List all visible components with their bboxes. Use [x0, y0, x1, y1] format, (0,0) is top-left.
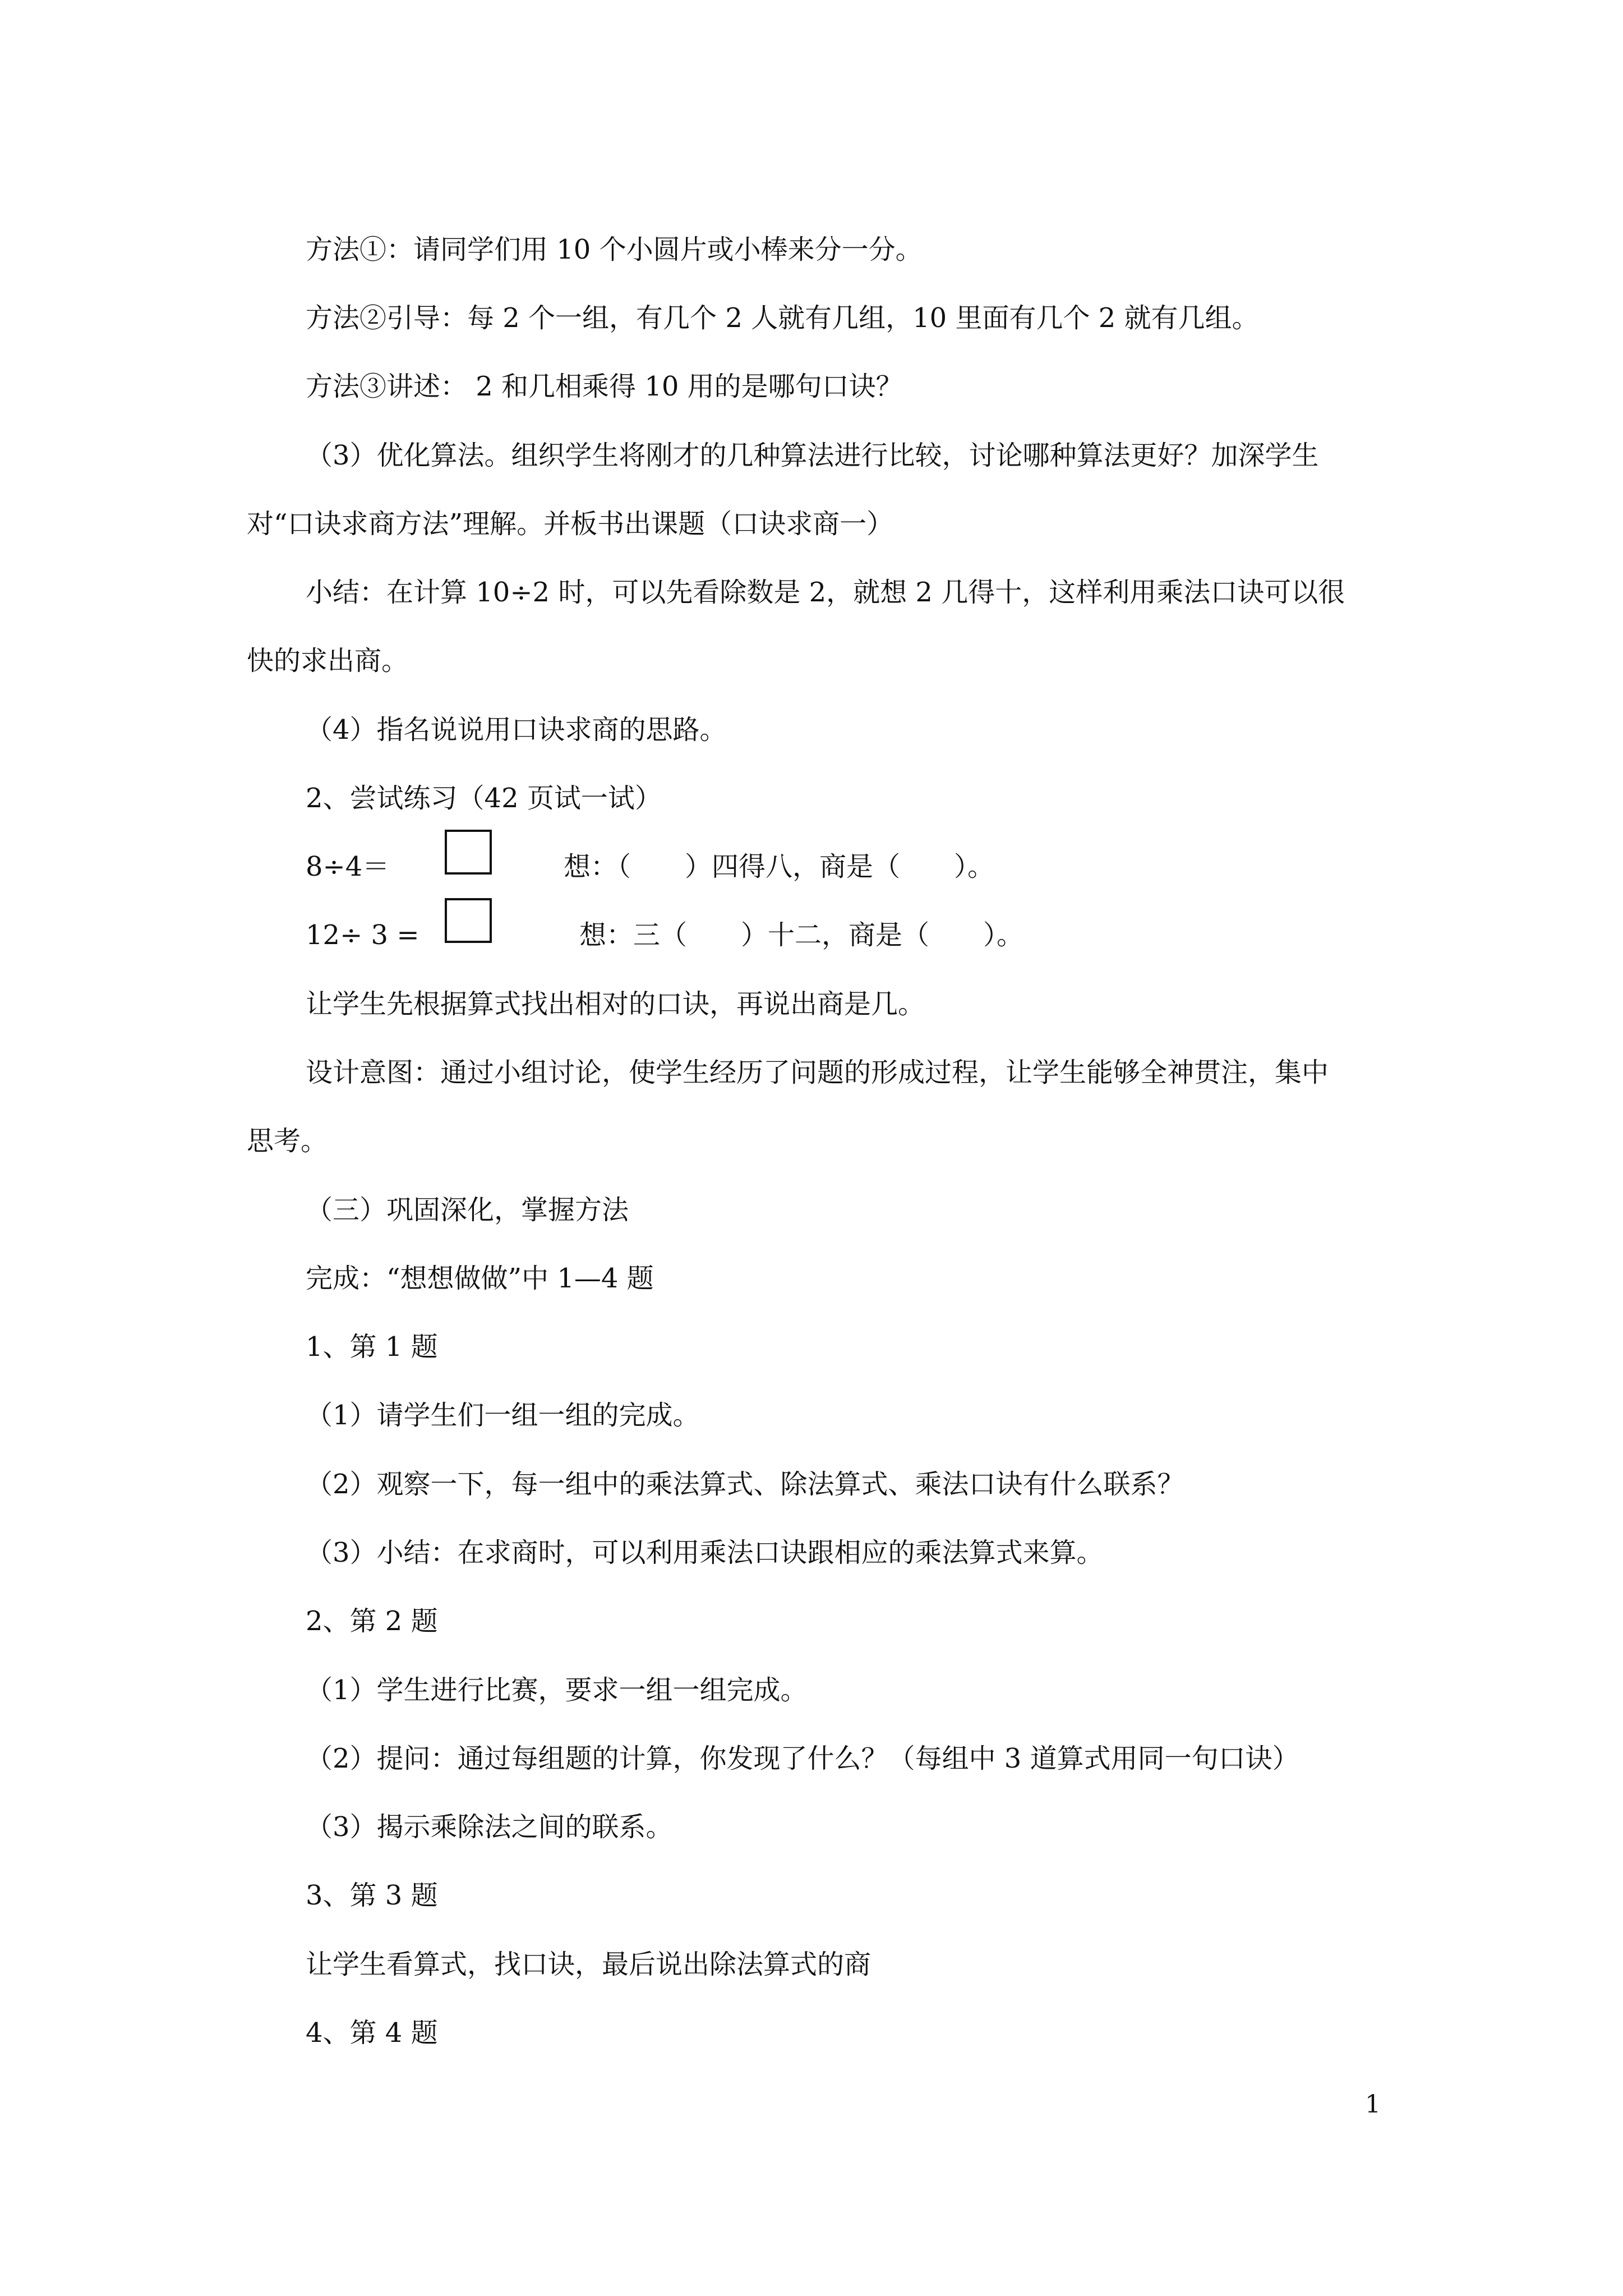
design-intent-line: 设计意图：通过小组讨论，使学生经历了问题的形成过程，让学生能够全神贯注，集中 — [306, 1057, 1329, 1088]
question-2-step-2: （2）提问：通过每组题的计算，你发现了什么？（每组中 3 道算式用同一句口诀） — [306, 1743, 1299, 1774]
exercise-expression: 8÷4＝ — [306, 851, 390, 882]
instruction-line: 让学生先根据算式找出相对的口诀，再说出商是几。 — [306, 988, 925, 1020]
question-1-step-3: （3）小结：在求商时，可以利用乘法口诀跟相应的乘法算式来算。 — [306, 1537, 1104, 1568]
question-4-heading: 4、第 4 题 — [306, 2017, 438, 2049]
exercise-hint: 想：三（ ）十二，商是（ ）。 — [579, 919, 1024, 951]
question-2-step-3: （3）揭示乘除法之间的联系。 — [306, 1811, 673, 1843]
question-1-step-1: （1）请学生们一组一组的完成。 — [306, 1400, 700, 1431]
section-heading: （三）巩固深化，掌握方法 — [306, 1194, 629, 1226]
method-3-line: 方法③讲述： 2 和几相乘得 10 用的是哪句口诀？ — [306, 371, 903, 402]
method-1-line: 方法①：请同学们用 10 个小圆片或小棒来分一分。 — [306, 234, 923, 265]
question-3-heading: 3、第 3 题 — [306, 1880, 438, 1911]
question-2-step-1: （1）学生进行比赛，要求一组一组完成。 — [306, 1674, 808, 1706]
step-4-line: （4）指名说说用口诀求商的思路。 — [306, 714, 727, 746]
answer-box — [445, 830, 492, 875]
question-3-step: 让学生看算式，找口诀，最后说出除法算式的商 — [306, 1949, 872, 1980]
exercise-hint: 想：（ ）四得八，商是（ ）。 — [564, 851, 995, 882]
method-2-line: 方法②引导：每 2 个一组，有几个 2 人就有几组，10 里面有几个 2 就有几组。 — [306, 302, 1259, 334]
summary-line-cont: 快的求出商。 — [247, 645, 409, 677]
question-1-heading: 1、第 1 题 — [306, 1331, 438, 1363]
answer-box — [445, 898, 492, 943]
completion-line: 完成：“想想做做”中 1—4 题 — [306, 1263, 654, 1294]
summary-line: 小结：在计算 10÷2 时，可以先看除数是 2，就想 2 几得十，这样利用乘法口诀可以很 — [306, 577, 1345, 608]
page-number: 1 — [1365, 2090, 1381, 2119]
design-intent-line-cont: 思考。 — [247, 1125, 328, 1157]
optimize-algorithm-line: （3）优化算法。组织学生将刚才的几种算法进行比较，讨论哪种算法更好？加深学生 — [306, 440, 1319, 471]
optimize-algorithm-line-cont: 对“口诀求商方法”理解。并板书出课题（口诀求商一） — [247, 508, 894, 540]
question-2-heading: 2、第 2 题 — [306, 1605, 438, 1637]
try-practice-heading: 2、尝试练习（42 页试一试） — [306, 783, 662, 814]
question-1-step-2: （2）观察一下，每一组中的乘法算式、除法算式、乘法口诀有什么联系？ — [306, 1469, 1184, 1500]
exercise-expression: 12÷ 3 = — [306, 919, 419, 951]
